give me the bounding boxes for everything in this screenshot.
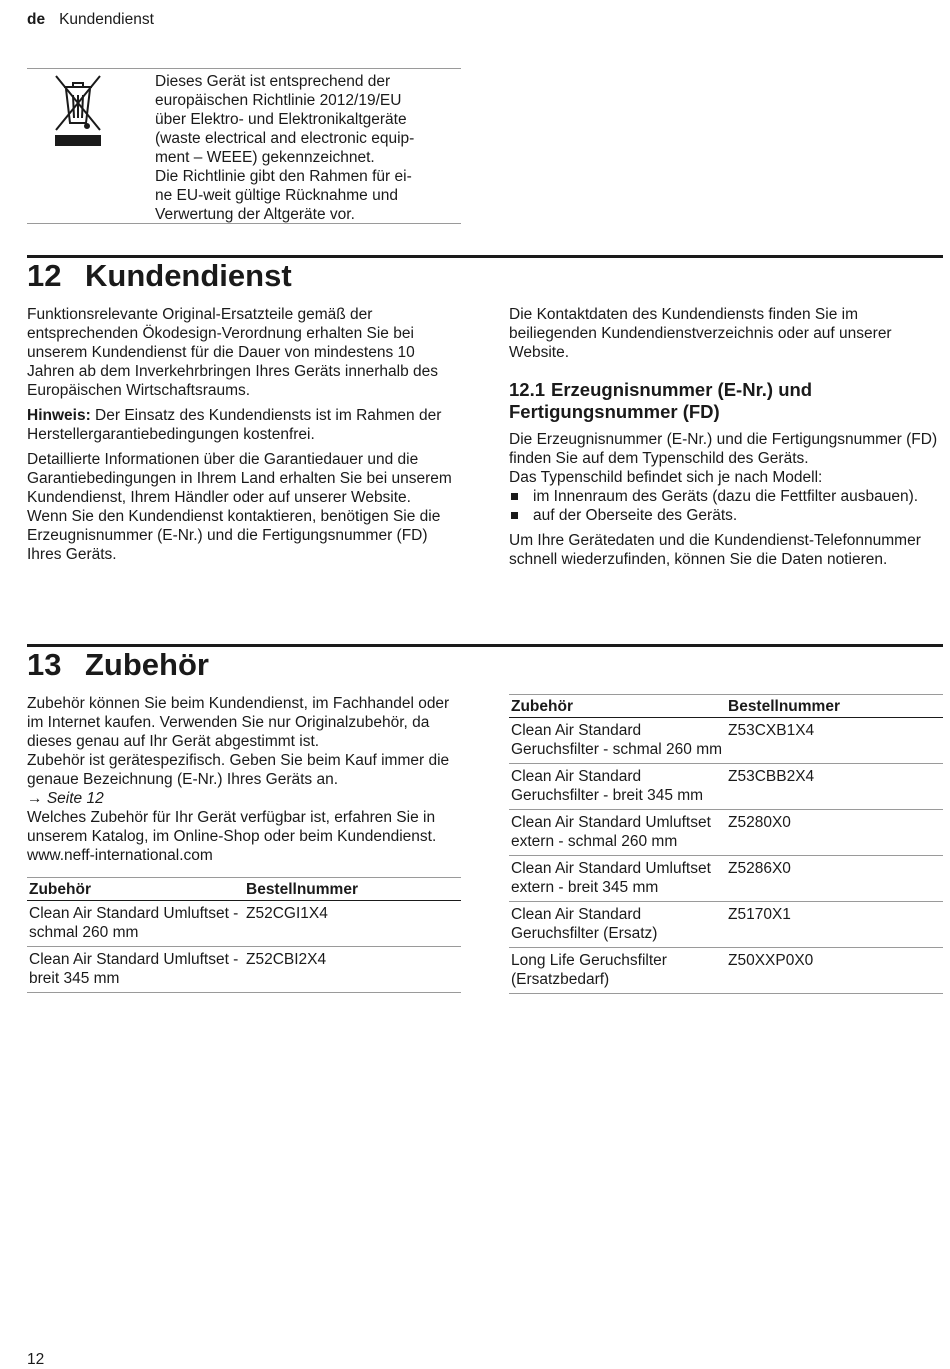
chapter-12-left-column [27,305,459,570]
chapter-number: 13 [27,647,62,682]
order-number-cell: Z53CXB1X4 [726,718,943,764]
chapter-13-right-column [509,694,941,994]
chapter-13-title [27,647,209,683]
page-number: 12 [27,1351,45,1368]
table-row [27,947,461,993]
paragraph: Funktionsrelevante Original-Ersatzteile gemäß der entsprechenden Ökodesign-Verordnung erhalten Sie bei unserem Kundendienst für die Dauer von mindestens 10 Jahren ab dem Inverkehrbringen Ihres Geräts innerhalb des Europäischen Wirtschaftsraums. [27,306,438,399]
bullet-list [509,487,941,525]
paragraph: Detaillierte Informationen über die Garantiedauer und die Garantiebedingungen in Ihrem Land erhalten Sie bei unserem Kundendienst, Ihrem Händler oder auf unserer Website. [27,451,452,506]
website-url[interactable]: www.neff-international.com [27,847,213,864]
table-row [509,902,943,948]
list-item: im Innenraum des Geräts (dazu die Fettfilter ausbauen). [509,487,941,506]
paragraph: Wenn Sie den Kundendienst kontaktieren, benötigen Sie die Erzeugnisnummer (E-Nr.) und die Fertigungsnummer (FD) Ihres Geräts. [27,508,441,563]
weee-line: (waste electrical and electronic equip- [155,130,415,147]
paragraph: Welches Zubehör für Ihr Gerät verfügbar ist, erfahren Sie in unserem Katalog, im Online-Shop oder beim Kundendienst. [27,809,437,845]
accessory-name-cell: Clean Air Standard Umluftset - schmal 260 mm [27,901,244,947]
order-number-cell: Z52CBI2X4 [244,947,461,993]
paragraph: Die Erzeugnisnummer (E-Nr.) und die Fertigungsnummer (FD) finden Sie auf dem Typenschild des Geräts. [509,431,938,467]
paragraph: Zubehör können Sie beim Kundendienst, im Fachhandel oder im Internet kaufen. Verwenden Sie nur Originalzubehör, da dieses genau auf Ihr Gerät abgestimmt ist. [27,695,450,750]
chapter-12-right-column [509,305,941,575]
chapter-title-text: Kundendienst [85,258,292,293]
weee-notice-text [155,72,455,224]
cross-reference[interactable] [27,789,459,808]
section-12-1-heading [509,379,941,423]
weee-line: ment – WEEE) gekennzeichnet. [155,149,375,166]
section-title: Erzeugnisnummer (E-Nr.) und Fertigungsnummer (FD) [509,379,813,422]
table-row [509,856,943,902]
weee-line: ne EU-weit gültige Rücknahme und [155,187,398,204]
order-number-cell: Z5170X1 [726,902,943,948]
chapter-13-left-column [27,694,459,993]
hint-label: Hinweis: [27,407,91,424]
order-number-cell: Z52CGI1X4 [244,901,461,947]
weee-line: über Elektro- und Elektronikaltgeräte [155,111,407,128]
accessory-table-left [27,877,461,993]
chapter-12-title [27,258,292,294]
accessory-name-cell: Clean Air Standard Umluftset extern - schmal 260 mm [509,810,726,856]
hint-text: Der Einsatz des Kundendiensts ist im Rahmen der Herstellergarantiebedingungen kostenfrei. [27,407,442,443]
weee-line: Die Richtlinie gibt den Rahmen für ei- [155,168,412,185]
table-row [509,764,943,810]
table-header-row [27,878,461,901]
page-reference-link[interactable]: Seite 12 [46,790,104,807]
running-header [27,10,154,29]
weee-line: Verwertung der Altgeräte vor. [155,206,355,223]
weee-line: Dieses Gerät ist entsprechend der [155,73,391,90]
section-number: 12.1 [509,379,546,400]
table-row [509,718,943,764]
column-header: Bestellnummer [726,695,943,718]
paragraph: Um Ihre Gerätedaten und die Kundendienst-Telefonnummer schnell wiederzufinden, können Sie die Daten notieren. [509,532,921,568]
order-number-cell: Z5286X0 [726,856,943,902]
table-row [509,948,943,994]
accessory-name-cell: Clean Air Standard Geruchsfilter - schmal 260 mm [509,718,726,764]
paragraph: Das Typenschild befindet sich je nach Modell: [509,469,823,486]
column-header: Zubehör [509,695,726,718]
accessory-table-right [509,694,943,994]
hint-paragraph [27,406,459,444]
language-code: de [27,11,46,28]
chapter-number: 12 [27,258,62,293]
accessory-name-cell: Clean Air Standard Geruchsfilter - breit 345 mm [509,764,726,810]
accessory-name-cell: Clean Air Standard Geruchsfilter (Ersatz) [509,902,726,948]
paragraph: Die Kontaktdaten des Kundendiensts finden Sie im beiliegenden Kundendienstverzeichnis oder auf unserer Website. [509,306,892,361]
crossed-out-wheeled-bin-icon [53,73,103,149]
arrow-right-icon: → [27,790,43,807]
order-number-cell: Z5280X0 [726,810,943,856]
chapter-title-text: Zubehör [85,647,209,682]
header-section-title: Kundendienst [59,11,154,28]
table-header-row [509,695,943,718]
table-row [27,901,461,947]
list-item: auf der Oberseite des Geräts. [509,506,941,525]
accessory-name-cell: Clean Air Standard Umluftset - breit 345 mm [27,947,244,993]
weee-line: europäischen Richtlinie 2012/19/EU [155,92,402,109]
table-row [509,810,943,856]
column-header: Bestellnummer [244,878,461,901]
order-number-cell: Z50XXP0X0 [726,948,943,994]
order-number-cell: Z53CBB2X4 [726,764,943,810]
accessory-name-cell: Clean Air Standard Umluftset extern - breit 345 mm [509,856,726,902]
column-header: Zubehör [27,878,244,901]
paragraph: Zubehör ist gerätespezifisch. Geben Sie beim Kauf immer die genaue Bezeichnung (E-Nr.) Ihres Geräts an. [27,752,450,788]
weee-notice-box [27,68,461,224]
accessory-name-cell: Long Life Geruchsfilter (Ersatzbedarf) [509,948,726,994]
